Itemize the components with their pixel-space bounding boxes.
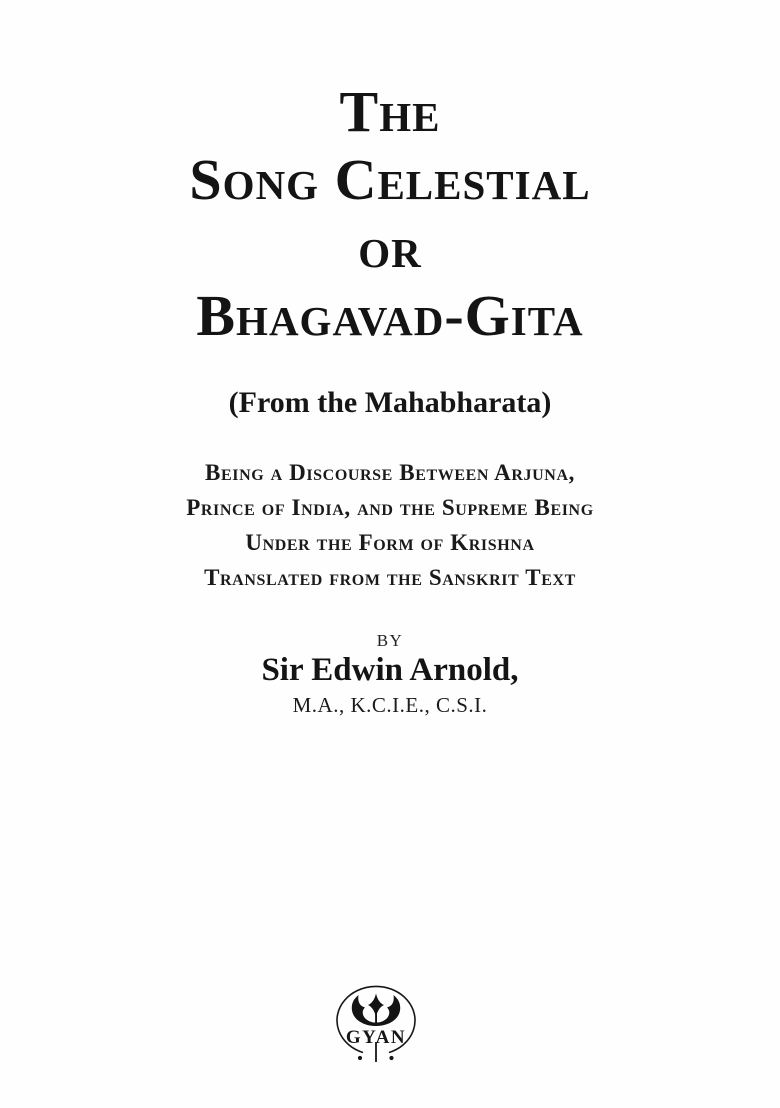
description-line-4: Translated from the Sanskrit Text bbox=[204, 565, 576, 590]
title-line-1: The bbox=[339, 79, 441, 144]
description bbox=[0, 455, 780, 595]
subtitle: (From the Mahabharata) bbox=[228, 386, 552, 419]
gyan-emblem-icon bbox=[352, 994, 400, 1027]
title-line-3: or bbox=[358, 215, 422, 280]
description-line-2: Prince of India, and the Supreme Being bbox=[186, 495, 594, 520]
publisher-name: GYAN bbox=[345, 1027, 407, 1048]
book-title bbox=[0, 78, 780, 350]
description-line-1: Being a Discourse Between Arjuna, bbox=[205, 460, 575, 485]
gyan-logo bbox=[325, 975, 455, 1085]
title-line-2: Song Celestial bbox=[189, 147, 591, 212]
author-credentials: M.A., K.C.I.E., C.S.I. bbox=[292, 693, 488, 717]
publisher-logo bbox=[0, 975, 780, 1085]
author-name: Sir Edwin Arnold, bbox=[261, 652, 519, 688]
title-line-4: Bhagavad-Gita bbox=[196, 283, 584, 348]
description-line-3: Under the Form of Krishna bbox=[245, 530, 535, 555]
by-label: BY bbox=[376, 631, 404, 650]
